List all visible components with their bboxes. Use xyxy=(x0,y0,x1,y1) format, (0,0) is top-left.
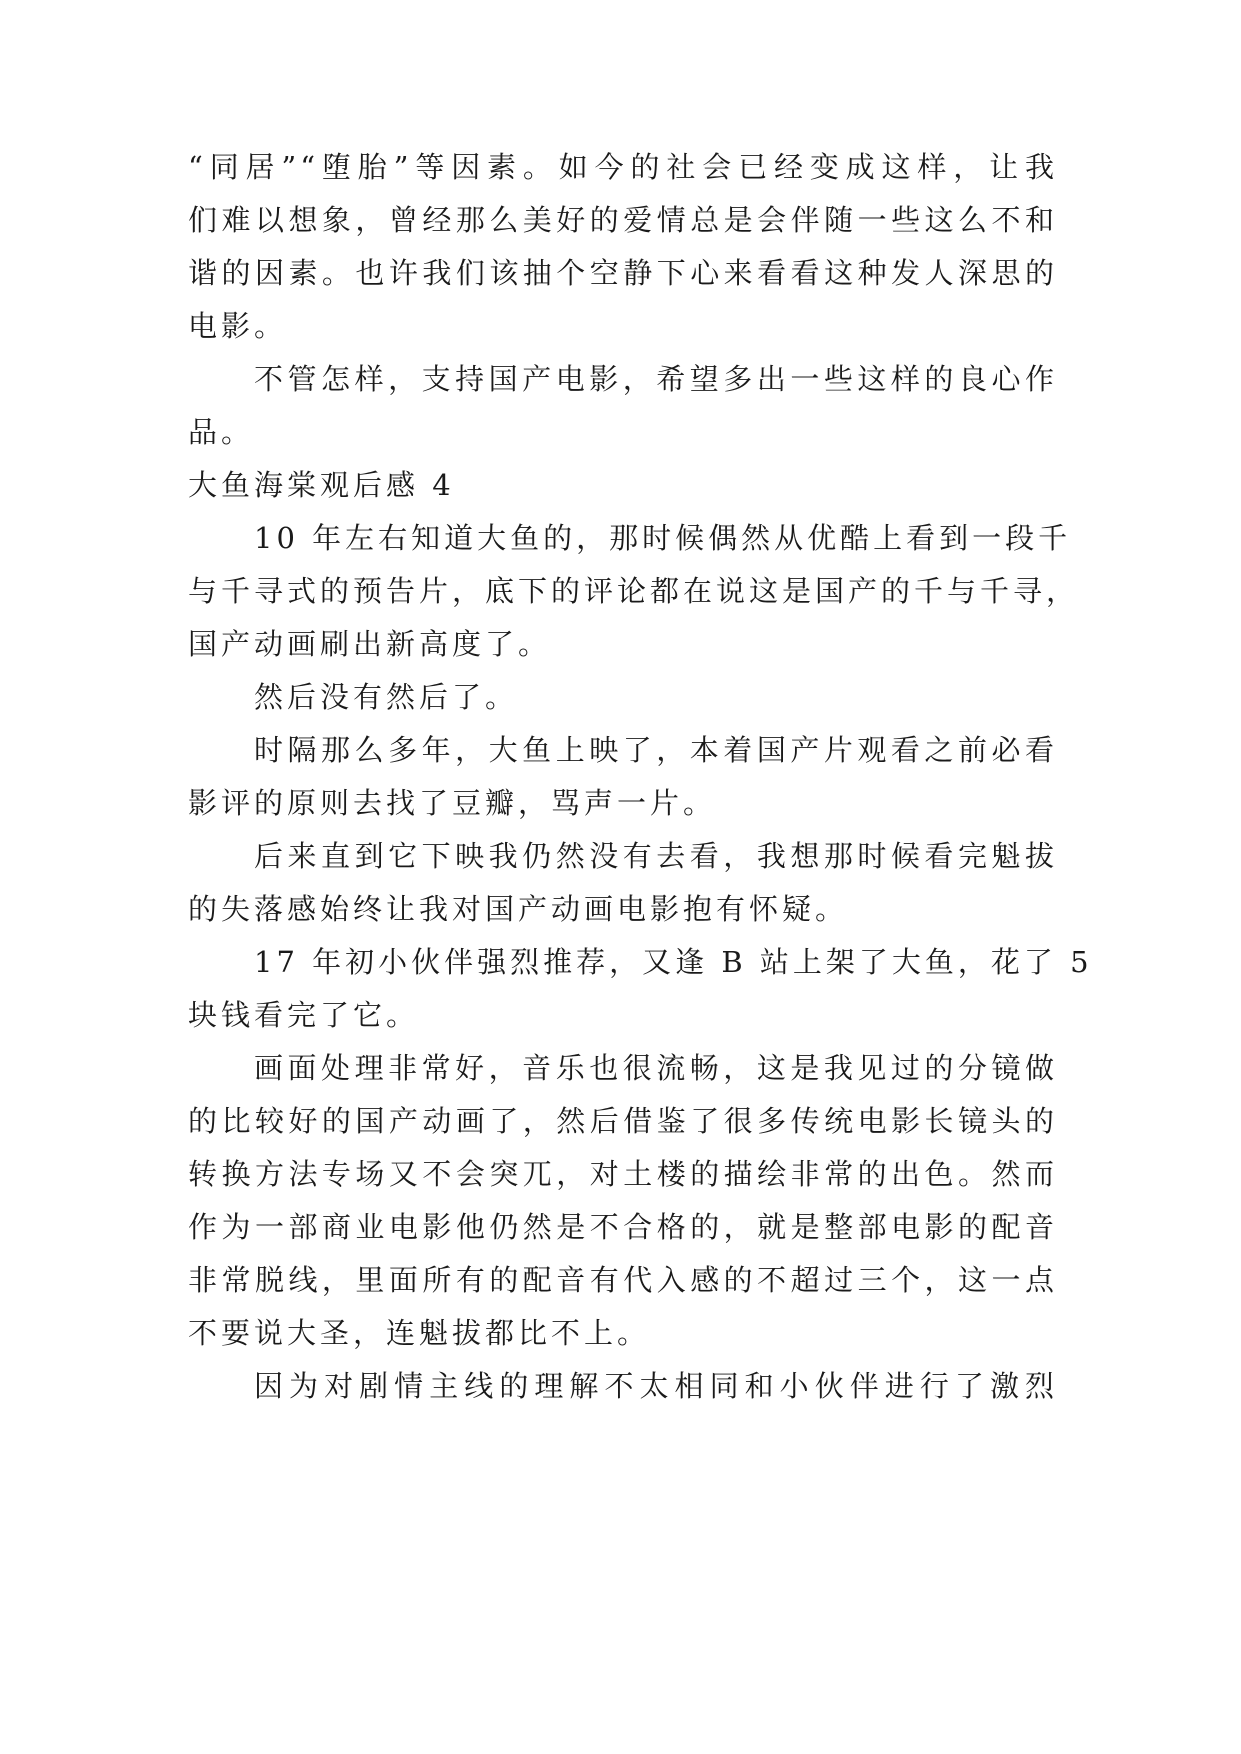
text-line: 影评的原则去找了豆瓣，骂声一片。 xyxy=(188,786,717,820)
paragraph-first-line: 后来直到它下映我仍然没有去看，我想那时候看完魁拔 xyxy=(254,839,1058,873)
text-line: 的比较好的国产动画了，然后借鉴了很多传统电影长镜头的 xyxy=(188,1104,1058,1138)
text-line: 作为一部商业电影他仍然是不合格的，就是整部电影的配音 xyxy=(188,1210,1058,1244)
text-line: 国产动画刷出新高度了。 xyxy=(188,627,552,661)
paragraph-first-line: 不管怎样，支持国产电影，希望多出一些这样的良心作 xyxy=(254,362,1058,396)
text-line: 与千寻式的预告片，底下的评论都在说这是国产的千与千寻， xyxy=(188,574,1080,608)
text-line: 品。 xyxy=(188,415,255,449)
paragraph-first-line: 10 年左右知道大鱼的，那时候偶然从优酷上看到一段千 xyxy=(254,521,1072,555)
paragraph-first-line: 因为对剧情主线的理解不太相同和小伙伴进行了激烈 xyxy=(254,1369,1058,1403)
paragraph-first-line: 17 年初小伙伴强烈推荐，又逢 B 站上架了大鱼，花了 5 xyxy=(254,945,1093,979)
text-line: 不要说大圣，连魁拔都比不上。 xyxy=(188,1316,651,1350)
text-line: 的失落感始终让我对国产动画电影抱有怀疑。 xyxy=(188,892,849,926)
paragraph-first-line: 画面处理非常好，音乐也很流畅，这是我见过的分镜做 xyxy=(254,1051,1058,1085)
paragraph-first-line: 然后没有然后了。 xyxy=(254,680,519,714)
section-heading: 大鱼海棠观后感 4 xyxy=(188,468,455,502)
text-line: 们难以想象，曾经那么美好的爱情总是会伴随一些这么不和 xyxy=(188,203,1058,237)
text-line: 转换方法专场又不会突兀，对土楼的描绘非常的出色。然而 xyxy=(188,1157,1058,1191)
text-line: 非常脱线，里面所有的配音有代入感的不超过三个，这一点 xyxy=(188,1263,1058,1297)
text-line: “同居”“堕胎”等因素。如今的社会已经变成这样，让我 xyxy=(188,150,1058,184)
paragraph-first-line: 时隔那么多年，大鱼上映了，本着国产片观看之前必看 xyxy=(254,733,1058,767)
text-line: 谐的因素。也许我们该抽个空静下心来看看这种发人深思的 xyxy=(188,256,1058,290)
text-line: 块钱看完了它。 xyxy=(188,998,420,1032)
text-line: 电影。 xyxy=(188,309,288,343)
